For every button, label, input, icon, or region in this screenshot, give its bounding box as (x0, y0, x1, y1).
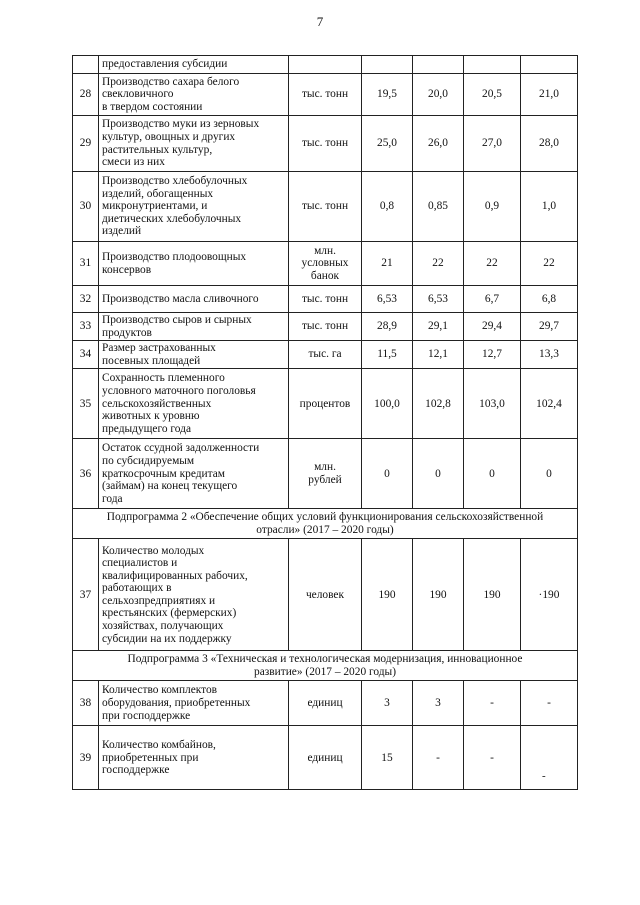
value-cell: 12,7 (464, 341, 521, 369)
table-row (73, 369, 578, 439)
value-cell: 0 (521, 439, 578, 509)
value-cell: 0 (362, 439, 413, 509)
value-cell (521, 726, 578, 790)
value-cell: 27,0 (464, 116, 521, 172)
value-cell: 20,0 (413, 74, 464, 116)
unit-cell: тыс. тонн (289, 313, 362, 341)
unit-cell: тыс. тонн (289, 172, 362, 242)
unit-cell: процентов (289, 369, 362, 439)
value-cell: 0,9 (464, 172, 521, 242)
value-cell: 6,53 (362, 286, 413, 313)
row-number: 28 (73, 74, 99, 116)
value-cell (464, 56, 521, 74)
unit-cell: человек (289, 539, 362, 651)
row-number: 30 (73, 172, 99, 242)
indicator-name: Производство сахара белого свекловичного в твердом состоянии (99, 74, 289, 116)
value-cell (413, 56, 464, 74)
table-row (73, 439, 578, 509)
value-cell: 190 (464, 539, 521, 651)
value-cell: 0 (413, 439, 464, 509)
unit-cell: единиц (289, 726, 362, 790)
value-cell: 1,0 (521, 172, 578, 242)
indicator-name: Размер застрахованных посевных площадей (99, 341, 289, 369)
row-number (73, 56, 99, 74)
indicator-name: Остаток ссудной задолженности по субсидируемым краткосрочным кредитам (займам) на конец текущего года (99, 439, 289, 509)
value-cell: - (521, 681, 578, 726)
value-cell: 190 (362, 539, 413, 651)
value-cell: 0,8 (362, 172, 413, 242)
unit-cell: тыс. тонн (289, 74, 362, 116)
table-row (73, 116, 578, 172)
value-cell: 29,7 (521, 313, 578, 341)
corner-dash-mark: - (542, 770, 546, 782)
value-cell: 0,85 (413, 172, 464, 242)
table-row (73, 681, 578, 726)
unit-cell: тыс. га (289, 341, 362, 369)
value-cell (362, 56, 413, 74)
row-number: 32 (73, 286, 99, 313)
subprogram-title: Подпрограмма 3 «Техническая и технологическая модернизация, инновационное развитие» (2017 – 2020 годы) (73, 651, 578, 681)
value-cell: 3 (413, 681, 464, 726)
value-cell: 15 (362, 726, 413, 790)
table-row (73, 539, 578, 651)
value-cell: - (413, 726, 464, 790)
unit-cell: единиц (289, 681, 362, 726)
table-row (73, 74, 578, 116)
value-cell: 6,7 (464, 286, 521, 313)
value-cell: 25,0 (362, 116, 413, 172)
row-number: 35 (73, 369, 99, 439)
unit-cell (289, 56, 362, 74)
value-cell: - (464, 681, 521, 726)
value-cell: ·190 (521, 539, 578, 651)
value-cell: 190 (413, 539, 464, 651)
value-cell: 28,0 (521, 116, 578, 172)
value-cell: 13,3 (521, 341, 578, 369)
row-number: 36 (73, 439, 99, 509)
row-number: 33 (73, 313, 99, 341)
table-row (73, 242, 578, 286)
value-cell: 100,0 (362, 369, 413, 439)
value-cell: 0 (464, 439, 521, 509)
indicator-name: Производство масла сливочного (99, 286, 289, 313)
indicator-name: Количество молодых специалистов и квалифицированных рабочих, работающих в сельхозпредприятиях и крестьянских (фермерских) хозяйствах, получающих субсидии на их поддержку (99, 539, 289, 651)
unit-cell: млн. рублей (289, 439, 362, 509)
value-cell: 103,0 (464, 369, 521, 439)
indicator-name: Производство муки из зерновых культур, овощных и других растительных культур, смеси из них (99, 116, 289, 172)
table-row (73, 726, 578, 790)
table-row (73, 56, 578, 74)
indicator-name: Количество комбайнов, приобретенных при господдержке (99, 726, 289, 790)
value-cell: 22 (521, 242, 578, 286)
value-cell: 102,4 (521, 369, 578, 439)
table-row (73, 286, 578, 313)
row-number: 29 (73, 116, 99, 172)
table-row (73, 172, 578, 242)
value-cell: 21,0 (521, 74, 578, 116)
value-cell: 22 (464, 242, 521, 286)
subprogram-row (73, 509, 578, 539)
subprogram-row (73, 651, 578, 681)
table-row (73, 341, 578, 369)
value-cell: - (464, 726, 521, 790)
subprogram-title: Подпрограмма 2 «Обеспечение общих условий функционирования сельскохозяйственной отрасли» (2017 – 2020 годы) (73, 509, 578, 539)
value-cell: 29,1 (413, 313, 464, 341)
indicator-name: Количество комплектов оборудования, приобретенных при господдержке (99, 681, 289, 726)
indicator-name: Производство плодоовощных консервов (99, 242, 289, 286)
value-cell (521, 56, 578, 74)
value-cell: 11,5 (362, 341, 413, 369)
unit-cell: тыс. тонн (289, 116, 362, 172)
value-cell: 21 (362, 242, 413, 286)
value-cell: 12,1 (413, 341, 464, 369)
row-number: 31 (73, 242, 99, 286)
row-number: 34 (73, 341, 99, 369)
value-cell: 6,8 (521, 286, 578, 313)
value-cell: 102,8 (413, 369, 464, 439)
indicator-name: предоставления субсидии (99, 56, 289, 74)
unit-cell: млн. условных банок (289, 242, 362, 286)
table-row (73, 313, 578, 341)
row-number: 39 (73, 726, 99, 790)
row-number: 37 (73, 539, 99, 651)
value-cell: 29,4 (464, 313, 521, 341)
indicator-name: Производство хлебобулочных изделий, обогащенных микронутриентами, и диетических хлебобулочных изделий (99, 172, 289, 242)
row-number: 38 (73, 681, 99, 726)
page-number: 7 (316, 14, 324, 29)
indicator-name: Сохранность племенного условного маточного поголовья сельскохозяйственных животных к уровню предыдущего года (99, 369, 289, 439)
value-cell: 19,5 (362, 74, 413, 116)
value-cell: 28,9 (362, 313, 413, 341)
value-cell: 26,0 (413, 116, 464, 172)
value-cell: 22 (413, 242, 464, 286)
value-cell: 3 (362, 681, 413, 726)
value-cell: 20,5 (464, 74, 521, 116)
indicator-name: Производство сыров и сырных продуктов (99, 313, 289, 341)
value-cell: 6,53 (413, 286, 464, 313)
unit-cell: тыс. тонн (289, 286, 362, 313)
indicator-table (72, 55, 578, 790)
